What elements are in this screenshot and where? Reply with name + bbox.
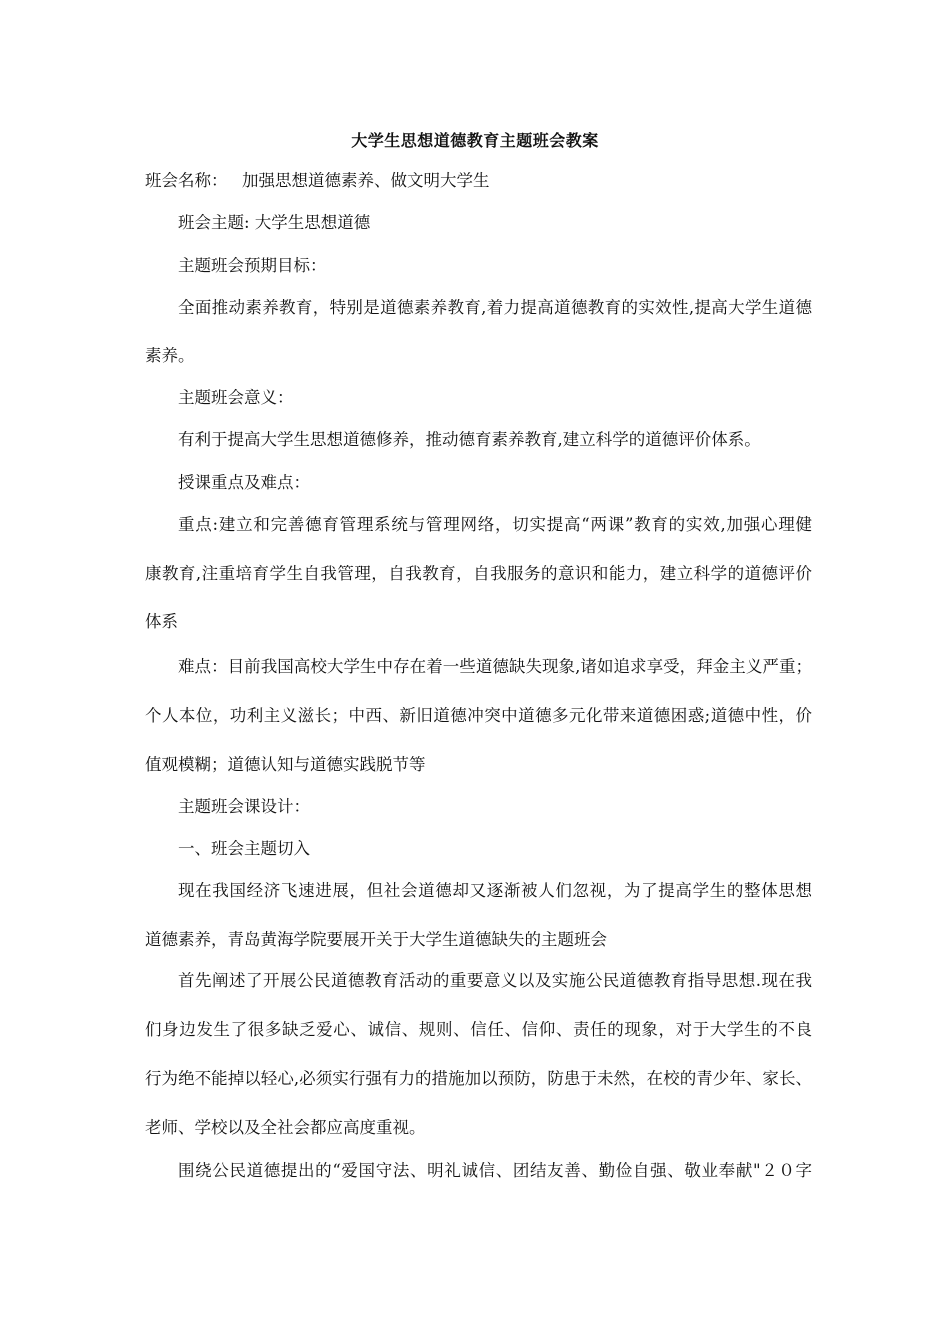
difficulty-line-2: 个人本位，功利主义滋长；中西、新旧道德冲突中道德多元化带来道德困惑;道德中性，价 (145, 706, 812, 725)
theme-line: 班会主题: 大学生思想道德 (178, 213, 371, 232)
meaning-text: 有利于提高大学生思想道德修养，推动德育素养教育,建立科学的道德评价体系。 (178, 430, 761, 449)
paragraph-2-line-3: 行为绝不能掉以轻心,必须实行强有力的措施加以预防，防患于未然，在校的青少年、家长、 (145, 1069, 812, 1088)
section-1-heading: 一、班会主题切入 (178, 839, 310, 858)
goal-text-line-1: 全面推动素养教育，特别是道德素养教育,着力提高道德教育的实效性,提高大学生道德 (178, 298, 812, 317)
paragraph-2-line-2: 们身边发生了很多缺乏爱心、诚信、规则、信任、信仰、责任的现象，对于大学生的不良 (145, 1020, 812, 1039)
goal-text-line-2: 素养。 (145, 346, 195, 365)
goal-heading: 主题班会预期目标： (178, 256, 327, 275)
key-point-line-2: 康教育,注重培育学生自我管理，自我教育，自我服务的意识和能力，建立科学的道德评价 (145, 564, 812, 583)
paragraph-1-line-2: 道德素养，青岛黄海学院要展开关于大学生道德缺失的主题班会 (145, 930, 607, 949)
difficulty-line-3: 值观模糊；道德认知与道德实践脱节等 (145, 755, 426, 774)
key-point-line-1: 重点:建立和完善德育管理系统与管理网络，切实提高“两课”教育的实效,加强心理健 (178, 515, 812, 534)
class-name-value: 加强思想道德素养、做文明大学生 (242, 171, 490, 190)
paragraph-2-line-1: 首先阐述了开展公民道德教育活动的重要意义以及实施公民道德教育指导思想.现在我 (178, 971, 812, 990)
paragraph-3-line-1: 围绕公民道德提出的“爱国守法、明礼诚信、团结友善、勤俭自强、敬业奉献"２０字 (178, 1161, 812, 1180)
class-name-label: 班会名称： (145, 171, 228, 190)
paragraph-2-line-4: 老师、学校以及全社会都应高度重视。 (145, 1118, 426, 1137)
key-heading: 授课重点及难点： (178, 473, 310, 492)
meaning-heading: 主题班会意义： (178, 388, 294, 407)
paragraph-1-line-1: 现在我国经济飞速进展，但社会道德却又逐渐被人们忽视，为了提高学生的整体思想 (178, 881, 812, 900)
key-point-line-3: 体系 (145, 612, 178, 631)
document-title: 大学生思想道德教育主题班会教案 (351, 131, 599, 150)
design-heading: 主题班会课设计： (178, 797, 310, 816)
difficulty-line-1: 难点：目前我国高校大学生中存在着一些道德缺失现象,诸如追求享受，拜金主义严重； (178, 657, 812, 676)
